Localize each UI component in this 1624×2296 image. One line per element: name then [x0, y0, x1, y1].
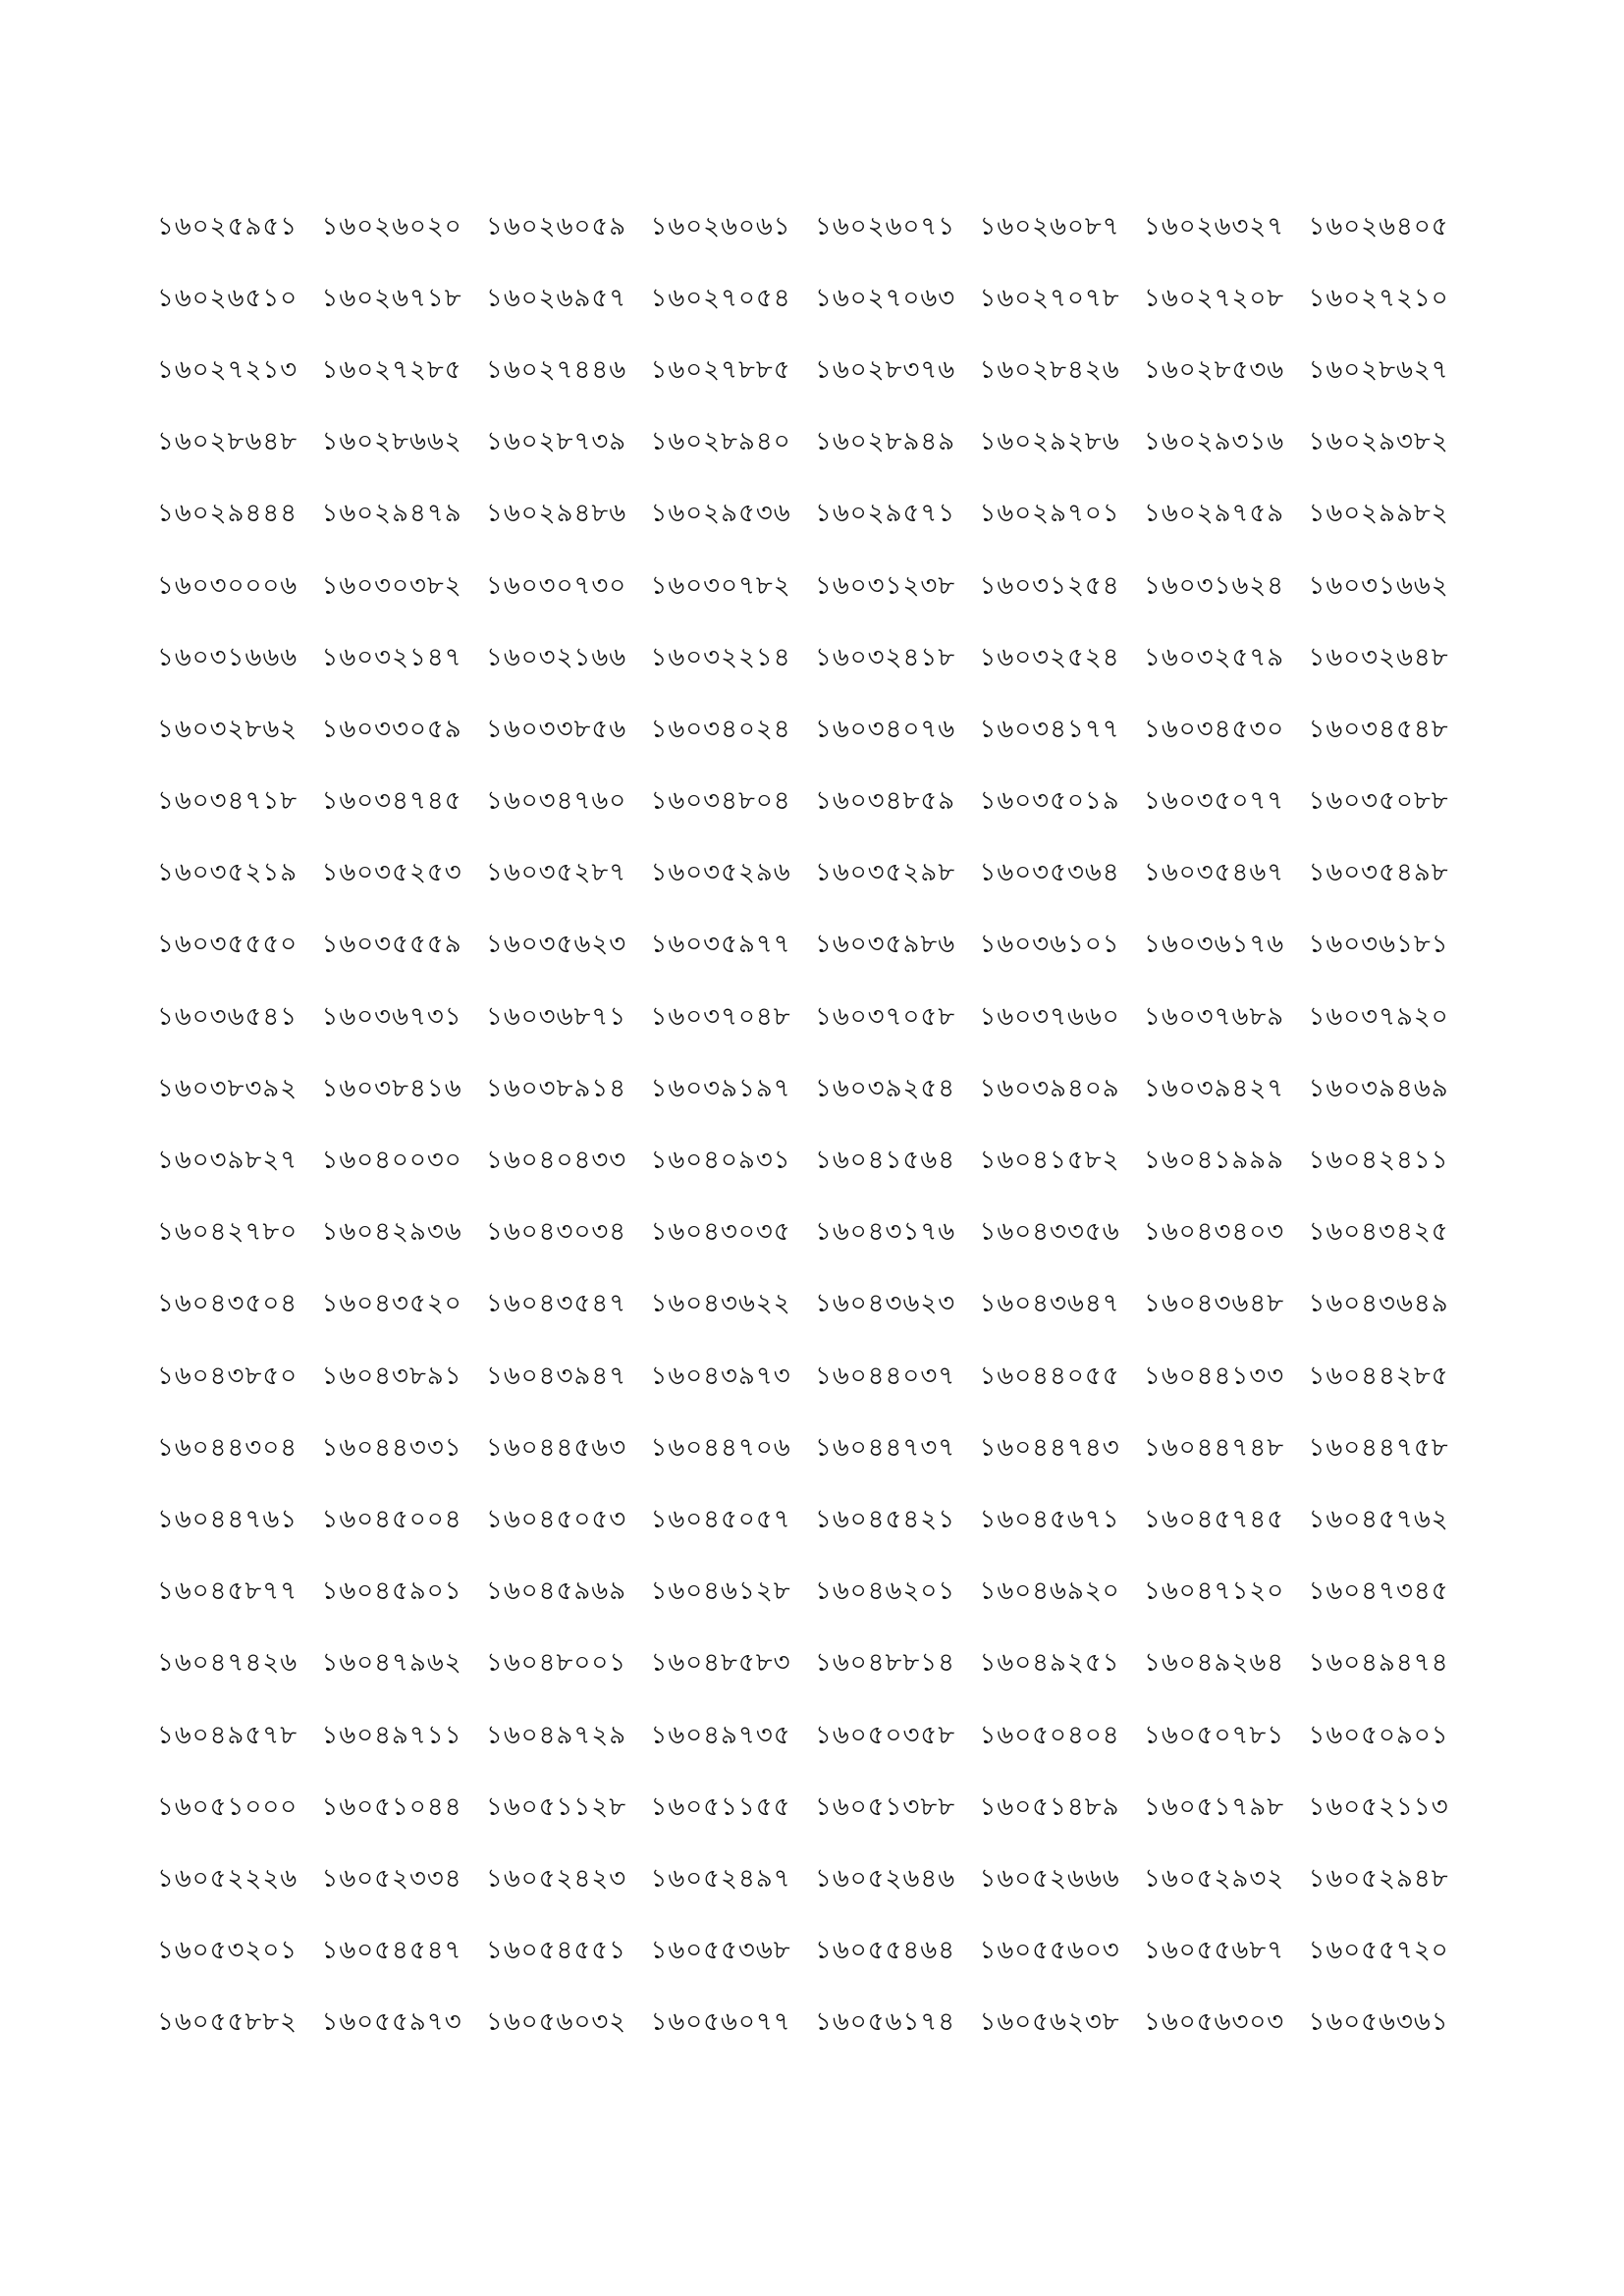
roll-number: ১৬০৪৮৮১৪ — [815, 1648, 956, 1679]
roll-number: ১৬০৪৪০৫৫ — [979, 1361, 1120, 1391]
roll-number: ১৬০২৭২৮৫ — [321, 354, 462, 385]
roll-number: ১৬০৫২৯৪৮ — [1308, 1863, 1449, 1894]
roll-number: ১৬০২৫৯৫১ — [157, 211, 298, 241]
roll-number: ১৬০৩১৬২৪ — [1144, 570, 1285, 601]
roll-number: ১৬০৪৯২৫১ — [979, 1648, 1120, 1679]
roll-number: ১৬০৪৬৯২০ — [979, 1576, 1120, 1607]
roll-number: ১৬০৪৯২৬৪ — [1144, 1648, 1285, 1679]
roll-number: ১৬০৪৩৩৫৬ — [979, 1217, 1120, 1248]
roll-number: ১৬০৫৬০৭৭ — [650, 2007, 791, 2038]
roll-number: ১৬০৩৪০৭৬ — [815, 714, 956, 744]
roll-number: ১৬০৩৬১৮১ — [1308, 930, 1449, 960]
roll-number: ১৬০৪৫৭৪৫ — [1144, 1504, 1285, 1534]
roll-number: ১৬০৪৪০৩৭ — [815, 1361, 956, 1391]
roll-number: ১৬০৩৭৬৮৯ — [1144, 1001, 1285, 1032]
roll-number: ১৬০২৬৪০৫ — [1308, 211, 1449, 241]
roll-number: ১৬০৪২৭৮০ — [157, 1217, 298, 1248]
roll-number: ১৬০২৮৯৪০ — [650, 427, 791, 457]
roll-number: ১৬০৪৪৫৬৩ — [486, 1432, 627, 1463]
roll-number: ১৬০৩৫৫৫০ — [157, 930, 298, 960]
roll-number: ১৬০২৭০৫৪ — [650, 283, 791, 313]
roll-number: ১৬০৩২৫২৪ — [979, 642, 1120, 672]
roll-number: ১৬০৩৫০১৯ — [979, 786, 1120, 817]
roll-number: ১৬০৪৪৭৩৭ — [815, 1432, 956, 1463]
roll-number: ১৬০২৯৪৪৪ — [157, 499, 298, 529]
roll-number: ১৬০২৭২১৩ — [157, 354, 298, 385]
roll-number: ১৬০৩৪৭১৮ — [157, 786, 298, 817]
roll-number: ১৬০২৮৬৪৮ — [157, 427, 298, 457]
roll-number: ১৬০২৬৩২৭ — [1144, 211, 1285, 241]
roll-number: ১৬০৩৩০৫৯ — [321, 714, 462, 744]
roll-number: ১৬০৪৯৭১১ — [321, 1720, 462, 1750]
roll-number: ১৬০২৭৪৪৬ — [486, 354, 627, 385]
roll-number: ১৬০৩৬৫৪১ — [157, 1001, 298, 1032]
roll-number: ১৬০৩২৫৭৯ — [1144, 642, 1285, 672]
roll-number: ১৬০২৮৫৩৬ — [1144, 354, 1285, 385]
roll-number: ১৬০৩৪৮০৪ — [650, 786, 791, 817]
roll-number: ১৬০৫২৬৬৬ — [979, 1863, 1120, 1894]
roll-number: ১৬০৪০৯৩১ — [650, 1146, 791, 1176]
roll-number: ১৬০৫২৩৩৪ — [321, 1863, 462, 1894]
roll-number: ১৬০৩২৬৪৮ — [1308, 642, 1449, 672]
roll-number: ১৬০২৮৯৪৯ — [815, 427, 956, 457]
roll-number: ১৬০৪১৯৯৯ — [1144, 1146, 1285, 1176]
roll-number: ১৬০২৬৭১৮ — [321, 283, 462, 313]
roll-number: ১৬০৪২৯৩৬ — [321, 1217, 462, 1248]
roll-number: ১৬০৩৪৫৪৮ — [1308, 714, 1449, 744]
roll-number: ১৬০৩০৭৩০ — [486, 570, 627, 601]
roll-number: ১৬০৪৪৭৪৮ — [1144, 1432, 1285, 1463]
roll-number: ১৬০৩৫৯৮৬ — [815, 930, 956, 960]
roll-number: ১৬০৩২১৪৭ — [321, 642, 462, 672]
roll-number: ১৬০৩৫০৮৮ — [1308, 786, 1449, 817]
roll-number: ১৬০৫৬২৩৮ — [979, 2007, 1120, 2038]
roll-number: ১৬০৪৬২০১ — [815, 1576, 956, 1607]
roll-number: ১৬০৩৯৪০৯ — [979, 1073, 1120, 1103]
roll-number: ১৬০৪৩৫৪৭ — [486, 1289, 627, 1319]
roll-number: ১৬০২৬০৫৯ — [486, 211, 627, 241]
roll-number: ১৬০২৮৪২৬ — [979, 354, 1120, 385]
roll-number: ১৬০৪৩৬২৩ — [815, 1289, 956, 1319]
roll-number: ১৬০৩৬১৭৬ — [1144, 930, 1285, 960]
roll-number: ১৬০৩১৬৬৬ — [157, 642, 298, 672]
roll-number: ১৬০৪৯৫৭৮ — [157, 1720, 298, 1750]
roll-number: ১৬০৩৭৬৬০ — [979, 1001, 1120, 1032]
roll-number: ১৬০২৮৬৬২ — [321, 427, 462, 457]
roll-number: ১৬০৩৬৭৩১ — [321, 1001, 462, 1032]
roll-number: ১৬০৩৬১০১ — [979, 930, 1120, 960]
roll-number: ১৬০৪৪৭৬১ — [157, 1504, 298, 1534]
roll-number: ১৬০৫৬১৭৪ — [815, 2007, 956, 2038]
roll-number: ১৬০৩৫০৭৭ — [1144, 786, 1285, 817]
roll-number: ১৬০৩৪০২৪ — [650, 714, 791, 744]
roll-number: ১৬০২৯৪৭৯ — [321, 499, 462, 529]
roll-number: ১৬০৩৫৫৫৯ — [321, 930, 462, 960]
roll-number: ১৬০৪৮০০১ — [486, 1648, 627, 1679]
roll-number: ১৬০৩৫২৫৩ — [321, 858, 462, 888]
roll-number: ১৬০৩৫৯৭৭ — [650, 930, 791, 960]
roll-number: ১৬০৫৬৩৬১ — [1308, 2007, 1449, 2038]
roll-number: ১৬০২৬০৮৭ — [979, 211, 1120, 241]
roll-number: ১৬০৩৯১৯৭ — [650, 1073, 791, 1103]
roll-number: ১৬০৪৩৯৭৩ — [650, 1361, 791, 1391]
roll-number: ১৬০২৯৪৮৬ — [486, 499, 627, 529]
roll-number: ১৬০৩০৭৮২ — [650, 570, 791, 601]
roll-number: ১৬০৩৪৭৬০ — [486, 786, 627, 817]
roll-number: ১৬০২৯৩১৬ — [1144, 427, 1285, 457]
roll-number: ১৬০৪৪৭৫৮ — [1308, 1432, 1449, 1463]
roll-number: ১৬০৪৫৮৭৭ — [157, 1576, 298, 1607]
roll-number: ১৬০৩২৪১৮ — [815, 642, 956, 672]
roll-number: ১৬০৫০৯০১ — [1308, 1720, 1449, 1750]
roll-number: ১৬০৪৫৬৭১ — [979, 1504, 1120, 1534]
roll-number: ১৬০৫২৯৩২ — [1144, 1863, 1285, 1894]
roll-number: ১৬০৪৩৪০৩ — [1144, 1217, 1285, 1248]
roll-number: ১৬০৩০৩৮২ — [321, 570, 462, 601]
roll-number: ১৬০৩৪৫৩০ — [1144, 714, 1285, 744]
roll-number: ১৬০৪৪২৮৫ — [1308, 1361, 1449, 1391]
roll-number: ১৬০৩৮৪১৬ — [321, 1073, 462, 1103]
roll-number: ১৬০৪৩৬২২ — [650, 1289, 791, 1319]
roll-number: ১৬০৩৫৪৯৮ — [1308, 858, 1449, 888]
roll-number: ১৬০৫১১২৮ — [486, 1791, 627, 1822]
roll-number: ১৬০৩৫২১৯ — [157, 858, 298, 888]
roll-number: ১৬০২৬৫১০ — [157, 283, 298, 313]
roll-number: ১৬০৪৩১৭৬ — [815, 1217, 956, 1248]
roll-number: ১৬০৫০৩৫৮ — [815, 1720, 956, 1750]
roll-number: ১৬০৫৫৯৭৩ — [321, 2007, 462, 2038]
roll-number: ১৬০৩২২১৪ — [650, 642, 791, 672]
roll-number: ১৬০৩৪৮৫৯ — [815, 786, 956, 817]
roll-number: ১৬০৪৩৮৯১ — [321, 1361, 462, 1391]
roll-number: ১৬০৪০০৩০ — [321, 1146, 462, 1176]
roll-number: ১৬০৪৪৭৪৩ — [979, 1432, 1120, 1463]
roll-number: ১৬০৫২৪২৩ — [486, 1863, 627, 1894]
roll-number: ১৬০৫২২২৬ — [157, 1863, 298, 1894]
roll-number: ১৬০২৯৫৩৬ — [650, 499, 791, 529]
roll-number: ১৬০২৬০৬১ — [650, 211, 791, 241]
roll-number: ১৬০৪২৪১১ — [1308, 1146, 1449, 1176]
roll-number: ১৬০৩১২৩৮ — [815, 570, 956, 601]
roll-number: ১৬০৫০৪০৪ — [979, 1720, 1120, 1750]
roll-number: ১৬০৩৫৪৬৭ — [1144, 858, 1285, 888]
roll-number: ১৬০৩৪১৭৭ — [979, 714, 1120, 744]
roll-number: ১৬০৪৩০৩৪ — [486, 1217, 627, 1248]
roll-number: ১৬০৩৫৬২৩ — [486, 930, 627, 960]
roll-number: ১৬০২৬০৭১ — [815, 211, 956, 241]
roll-number: ১৬০৩২১৬৬ — [486, 642, 627, 672]
roll-number: ১৬০২৬০২০ — [321, 211, 462, 241]
roll-number: ১৬০৪৩৯৪৭ — [486, 1361, 627, 1391]
roll-number: ১৬০৩৭৯২০ — [1308, 1001, 1449, 1032]
roll-number: ১৬০৪৬১২৮ — [650, 1576, 791, 1607]
roll-number: ১৬০৪৪৩৩১ — [321, 1432, 462, 1463]
roll-number: ১৬০৫৬০৩২ — [486, 2007, 627, 2038]
roll-number: ১৬০৫১৭৯৮ — [1144, 1791, 1285, 1822]
roll-number: ১৬০২৯৯৮২ — [1308, 499, 1449, 529]
roll-number: ১৬০৩৭০৫৮ — [815, 1001, 956, 1032]
roll-number: ১৬০৪১৫৮২ — [979, 1146, 1120, 1176]
roll-number: ১৬০৫২৬৪৬ — [815, 1863, 956, 1894]
roll-number: ১৬০২৯৫৭১ — [815, 499, 956, 529]
roll-number: ১৬০৪৩৫২০ — [321, 1289, 462, 1319]
roll-number: ১৬০৪৯৭৩৫ — [650, 1720, 791, 1750]
roll-number: ১৬০৪৪৭০৬ — [650, 1432, 791, 1463]
roll-number: ১৬০৩৫২৯৮ — [815, 858, 956, 888]
roll-number: ১৬০৩৮৩৯২ — [157, 1073, 298, 1103]
roll-number: ১৬০৩৫৩৬৪ — [979, 858, 1120, 888]
roll-number: ১৬০৪৪১৩৩ — [1144, 1361, 1285, 1391]
roll-number-grid — [157, 190, 1473, 2058]
roll-number: ১৬০২৮৩৭৬ — [815, 354, 956, 385]
roll-number: ১৬০৫৫৬৮৭ — [1144, 1936, 1285, 1966]
roll-number: ১৬০৫২১১৩ — [1308, 1791, 1449, 1822]
roll-number: ১৬০৫৫৭২০ — [1308, 1936, 1449, 1966]
roll-number: ১৬০৪৫০৫৩ — [486, 1504, 627, 1534]
roll-number: ১৬০৩৯৮২৭ — [157, 1146, 298, 1176]
roll-number: ১৬০৩৫২৮৭ — [486, 858, 627, 888]
roll-number: ১৬০৫৪৫৫১ — [486, 1936, 627, 1966]
roll-number: ১৬০৩৬৮৭১ — [486, 1001, 627, 1032]
roll-number: ১৬০২৬৯৫৭ — [486, 283, 627, 313]
roll-number: ১৬০৫৫৩৬৮ — [650, 1936, 791, 1966]
roll-number: ১৬০৫৪৫৪৭ — [321, 1936, 462, 1966]
roll-number: ১৬০৪৩৬৪৯ — [1308, 1289, 1449, 1319]
roll-number: ১৬০৪৯৭২৯ — [486, 1720, 627, 1750]
roll-number: ১৬০৩২৮৬২ — [157, 714, 298, 744]
roll-number: ১৬০৪৫০৫৭ — [650, 1504, 791, 1534]
roll-number: ১৬০৩৮৯১৪ — [486, 1073, 627, 1103]
roll-number: ১৬০৫১৩৮৮ — [815, 1791, 956, 1822]
roll-number: ১৬০৪৮৫৮৩ — [650, 1648, 791, 1679]
roll-number: ১৬০২৭২১০ — [1308, 283, 1449, 313]
roll-number: ১৬০৩৫২৯৬ — [650, 858, 791, 888]
roll-number: ১৬০৪৯৪৭৪ — [1308, 1648, 1449, 1679]
roll-number: ১৬০৪৭৯৬২ — [321, 1648, 462, 1679]
roll-number: ১৬০৫২৪৯৭ — [650, 1863, 791, 1894]
roll-number: ১৬০৫৫৪৬৪ — [815, 1936, 956, 1966]
roll-number: ১৬০৪৫৪২১ — [815, 1504, 956, 1534]
roll-number: ১৬০৪০৪৩৩ — [486, 1146, 627, 1176]
roll-number: ১৬০২৭০৭৮ — [979, 283, 1120, 313]
roll-number: ১৬০২৯৩৮২ — [1308, 427, 1449, 457]
roll-number: ১৬০৩৪৭৪৫ — [321, 786, 462, 817]
roll-number: ১৬০৪৫৯৬৯ — [486, 1576, 627, 1607]
roll-number: ১৬০২৯৭০১ — [979, 499, 1120, 529]
roll-number: ১৬০৪৫০০৪ — [321, 1504, 462, 1534]
roll-number: ১৬০৩৯৪৬৯ — [1308, 1073, 1449, 1103]
roll-number: ১৬০৫১৪৮৯ — [979, 1791, 1120, 1822]
roll-number: ১৬০৪৫৭৬২ — [1308, 1504, 1449, 1534]
roll-number: ১৬০৩০০০৬ — [157, 570, 298, 601]
roll-number: ১৬০৩৯৪২৭ — [1144, 1073, 1285, 1103]
roll-number: ১৬০২৮৭৩৯ — [486, 427, 627, 457]
roll-number: ১৬০৫৩২০১ — [157, 1936, 298, 1966]
roll-number: ১৬০৫১০০০ — [157, 1791, 298, 1822]
roll-number: ১৬০২৯২৮৬ — [979, 427, 1120, 457]
roll-number: ১৬০৫০৭৮১ — [1144, 1720, 1285, 1750]
roll-number: ১৬০৪৩০৩৫ — [650, 1217, 791, 1248]
roll-number: ১৬০৩৭০৪৮ — [650, 1001, 791, 1032]
roll-number: ১৬০৫১০৪৪ — [321, 1791, 462, 1822]
roll-number: ১৬০৪৪৩০৪ — [157, 1432, 298, 1463]
roll-number: ১৬০৪৩৪২৫ — [1308, 1217, 1449, 1248]
roll-number: ১৬০৪৩৮৫০ — [157, 1361, 298, 1391]
roll-number: ১৬০৪১৫৬৪ — [815, 1146, 956, 1176]
roll-number: ১৬০৫৬৩০৩ — [1144, 2007, 1285, 2038]
roll-number: ১৬০৪৩৬৪৭ — [979, 1289, 1120, 1319]
roll-number: ১৬০৩১২৫৪ — [979, 570, 1120, 601]
roll-number: ১৬০৫৫৬০৩ — [979, 1936, 1120, 1966]
roll-number: ১৬০২৭৮৮৫ — [650, 354, 791, 385]
roll-number: ১৬০৩১৬৬২ — [1308, 570, 1449, 601]
roll-number: ১৬০৪৭৪২৬ — [157, 1648, 298, 1679]
roll-number: ১৬০৩৯২৫৪ — [815, 1073, 956, 1103]
roll-number: ১৬০৪৭৩৪৫ — [1308, 1576, 1449, 1607]
roll-number: ১৬০৩৩৮৫৬ — [486, 714, 627, 744]
roll-number: ১৬০২৮৬২৭ — [1308, 354, 1449, 385]
roll-number: ১৬০৫৫৮৮২ — [157, 2007, 298, 2038]
roll-number: ১৬০৪৫৯০১ — [321, 1576, 462, 1607]
roll-number: ১৬০২৯৭৫৯ — [1144, 499, 1285, 529]
roll-number: ১৬০৪৭১২০ — [1144, 1576, 1285, 1607]
roll-number: ১৬০৪৩৫০৪ — [157, 1289, 298, 1319]
roll-number: ১৬০২৭০৬৩ — [815, 283, 956, 313]
roll-number: ১৬০৫১১৫৫ — [650, 1791, 791, 1822]
roll-number: ১৬০৪৩৬৪৮ — [1144, 1289, 1285, 1319]
roll-number: ১৬০২৭২০৮ — [1144, 283, 1285, 313]
